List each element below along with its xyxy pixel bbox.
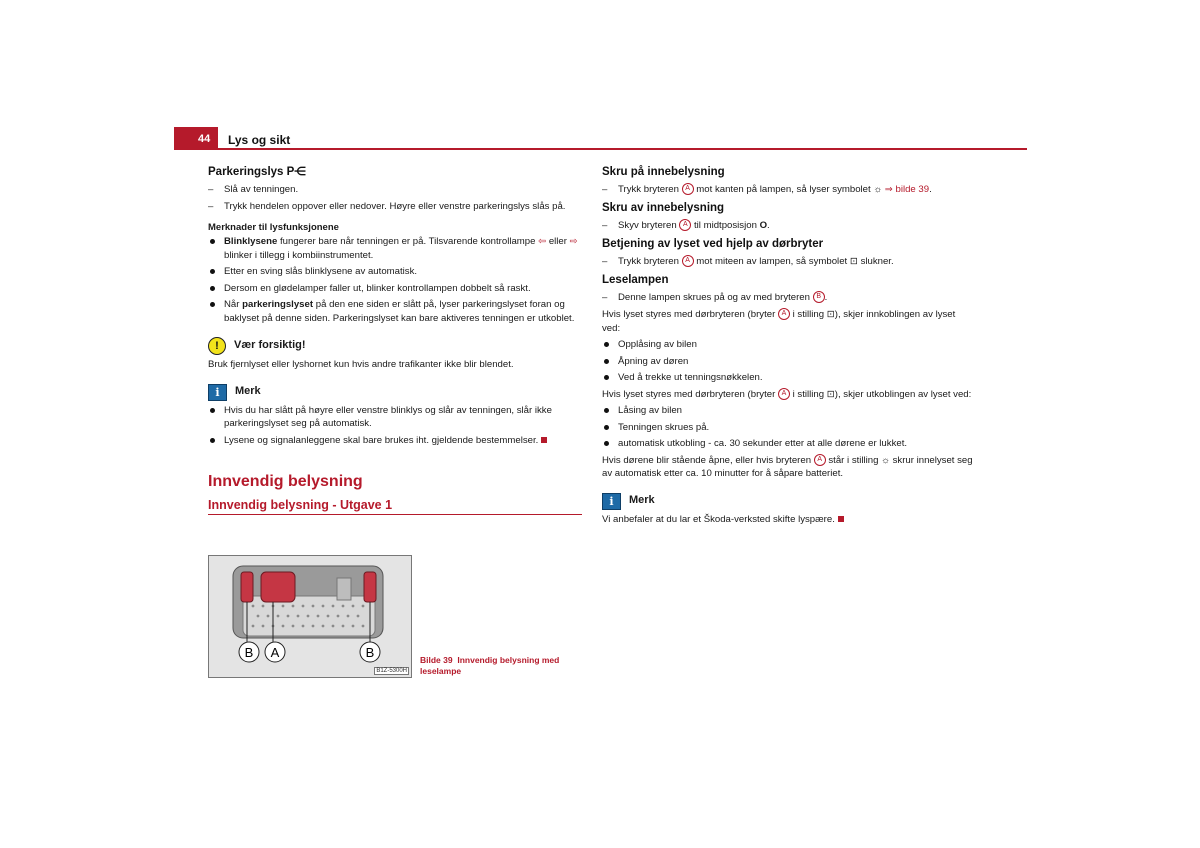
parking-step: – Slå av tenningen. [208, 183, 582, 197]
figure-caption: Bilde 39 Innvendig belysning med leselampe [420, 655, 560, 676]
list-item: Ved å trekke ut tenningsnøkkelen. [602, 371, 974, 385]
switch-a-icon: A [682, 183, 694, 195]
s4-heading: Leselampen [602, 274, 669, 286]
s4-para2: Hvis lyset styres med dørbryteren (bryter A i stilling ⊡), skjer utkoblingen av lyset ved: [602, 388, 972, 400]
switch-a-icon: A [778, 388, 790, 400]
s1-heading: Skru på innebelysning [602, 166, 725, 178]
merk-item: Lysene og signalanleggene skal bare brukes iht. gjeldende bestemmelser. [208, 434, 582, 448]
switch-b-icon: B [813, 291, 825, 303]
interior-light-illustration [209, 556, 411, 677]
arrow-left-icon: ⇦ [538, 236, 547, 247]
note-item: Etter en sving slås blinklysene av automatisk. [208, 265, 582, 279]
note-item: Når parkeringslyset på den ene siden er slått på, lyser parkeringslyset foran og baklyset på denne siden. Parkeringslyset kan bare aktiveres tenningen er utkoblet. [208, 298, 582, 325]
merk-text: Vi anbefaler at du lar et Škoda-verksted skifte lyspære. [602, 513, 974, 527]
parking-heading: Parkeringslys P⋲ [208, 166, 306, 178]
caution-text: Bruk fjernlyset eller lyshornet kun hvis andre trafikanter ikke blir blendet. [208, 359, 514, 370]
door-light-symbol-icon: ☼ [881, 454, 890, 466]
info-icon: i [208, 384, 227, 401]
door-light-symbol-icon: ☼ [873, 183, 883, 195]
list-item: Opplåsing av bilen [602, 338, 974, 352]
callout-a: A [270, 645, 280, 660]
page-number-box [174, 127, 218, 148]
figure-link[interactable]: ⇒ bilde 39 [884, 183, 930, 195]
warning-icon: ! [208, 337, 226, 355]
end-marker-icon [838, 516, 844, 522]
left-column [208, 160, 582, 515]
s3-heading: Betjening av lyset ved hjelp av dørbryter [602, 238, 824, 250]
door-contact-symbol-icon: ⊡ [849, 255, 858, 267]
switch-a-icon: A [682, 255, 694, 267]
parking-light-icon: P⋲ [286, 166, 306, 178]
right-column [602, 160, 974, 529]
chapter-title: Lys og sikt [228, 133, 291, 147]
notes-heading: Merknader til lysfunksjonene [208, 221, 339, 233]
note-item: Blinklysene fungerer bare når tenningen er på. Tilsvarende kontrollampe ⇦ eller ⇨ blinker i tillegg i kombiinstrumentet. [208, 235, 582, 262]
caution-heading: ! Vær forsiktig! [208, 337, 582, 355]
list-item: Låsing av bilen [602, 404, 974, 418]
merk-heading: i Merk [208, 384, 582, 401]
switch-a-icon: A [814, 454, 826, 466]
s4-para3: Hvis dørene blir stående åpne, eller hvis bryteren A står i stilling ☼ skrur innelyset seg av automatisk etter ca. 10 minutter for å såpare batteriet. [602, 454, 973, 479]
switch-a-icon: A [778, 308, 790, 320]
section-title: Innvendig belysning [208, 473, 363, 490]
s2-heading: Skru av innebelysning [602, 202, 725, 214]
s4-step: – Denne lampen skrues på og av med bryteren B . [602, 291, 974, 305]
door-contact-symbol-icon: ⊡ [826, 309, 835, 320]
s1-step: – Trykk bryteren A mot kanten på lampen, så lyser symbolet ☼ ⇒ bilde 39. [602, 183, 974, 197]
end-marker-icon [541, 437, 547, 443]
door-contact-symbol-icon: ⊡ [826, 388, 835, 400]
subsection-title: Innvendig belysning - Utgave 1 [208, 499, 582, 516]
switch-a-icon: A [679, 219, 691, 231]
page-number: 44 [198, 133, 211, 145]
merk-heading: i Merk [602, 493, 974, 510]
s3-step: – Trykk bryteren A mot miteen av lampen, så symbolet ⊡ slukner. [602, 255, 974, 269]
list-item: Åpning av døren [602, 355, 974, 369]
list-item: Tenningen skrues på. [602, 421, 974, 435]
info-icon: i [602, 493, 621, 510]
arrow-right-icon: ⇨ [569, 236, 578, 247]
parking-step: – Trykk hendelen oppover eller nedover. Høyre eller venstre parkeringslys slås på. [208, 200, 582, 214]
s2-step: – Skyv bryteren A til midtposisjon O. [602, 219, 974, 233]
note-item: Dersom en glødelamper faller ut, blinker kontrollampen dobbelt så raskt. [208, 282, 582, 296]
header-rule [174, 148, 1027, 150]
callout-b-left: B [244, 645, 254, 660]
list-item: automatisk utkobling - ca. 30 sekunder etter at alle dørene er lukket. [602, 437, 974, 451]
merk-item: Hvis du har slått på høyre eller venstre blinklys og slår av tenningen, slår ikke parkeringslyset seg på automatisk. [208, 404, 582, 431]
s4-para1: Hvis lyset styres med dørbryteren (bryter A i stilling ⊡), skjer innkoblingen av lyset ved: [602, 309, 956, 334]
callout-b-right: B [365, 645, 375, 660]
figure-code: B1Z-5300H [376, 668, 407, 674]
figure-interior-light [208, 555, 412, 678]
